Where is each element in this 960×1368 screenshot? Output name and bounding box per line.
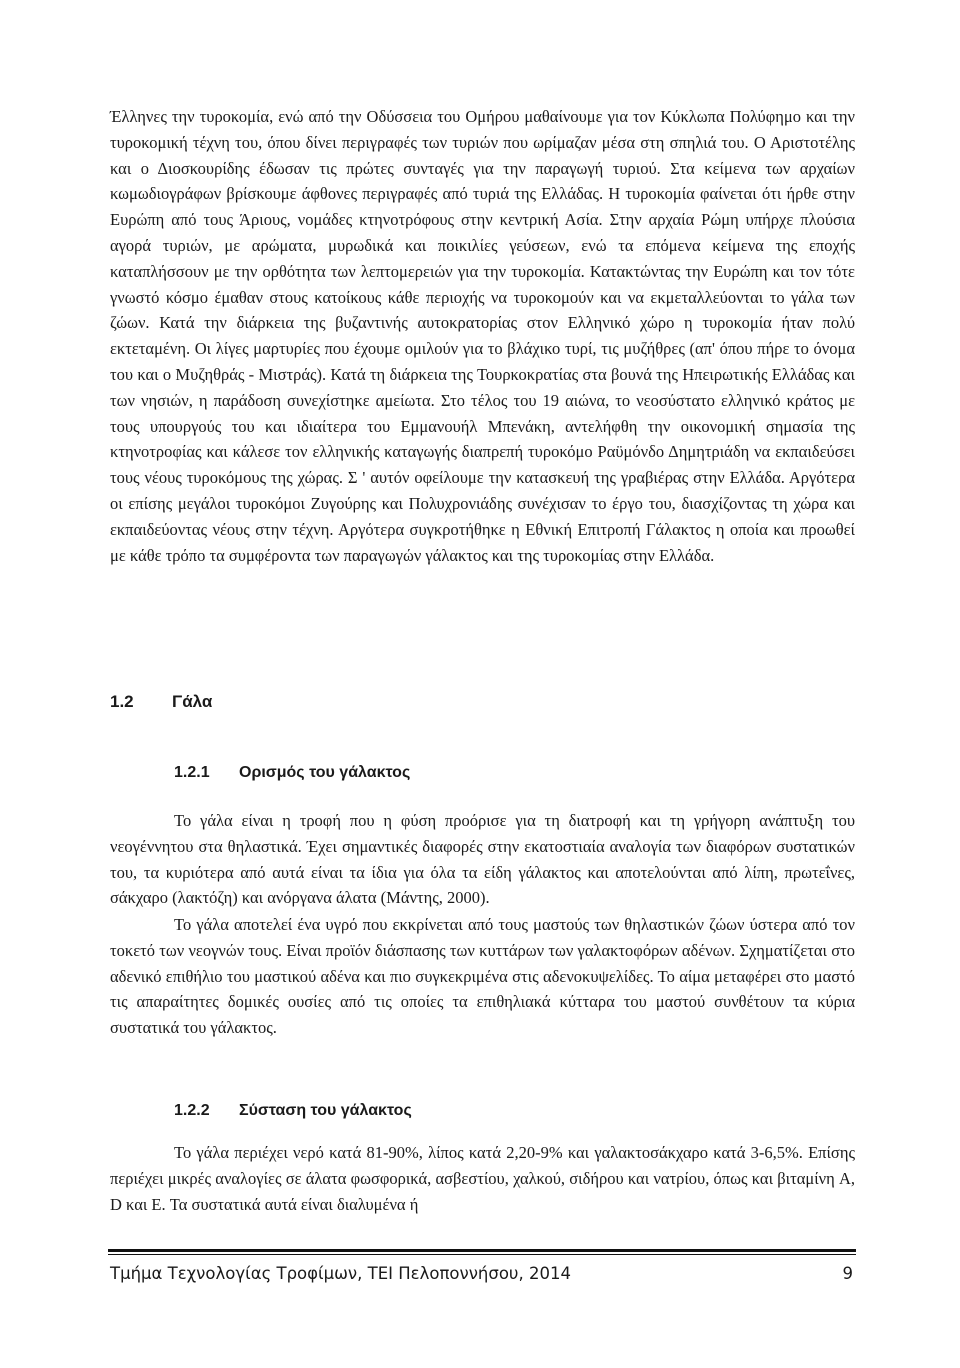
footer-text: Τμήμα Τεχνολογίας Τροφίμων, ΤΕΙ Πελοποννήσου, 2014	[110, 1264, 571, 1283]
footer-divider-thick	[108, 1249, 856, 1252]
subsection-heading-composition	[174, 1102, 412, 1120]
page-number: 9	[842, 1264, 853, 1283]
footer-divider-thin	[108, 1254, 856, 1255]
milk-definition-paragraph-2: Το γάλα αποτελεί ένα υγρό που εκκρίνεται από τους μαστούς των θηλαστικών ζώων ύστερα από τον τοκετό των νεογνών τους. Είναι προϊόν διάσπασης των κυττάρων των γαλακτοφόρων αδένων. Σχηματίζεται στο αδενικό επιθήλιο του μαστικού αδένα και πιο συγκεκριμένα στις αδενοκυψελίδες. Το αίμα μεταφέρει στο μαστό τις απαραίτητες δομικές ουσίες από τις οποίες τα επιθηλιακά κύτταρα του μαστού συνθέτουν τα κύρια συστατικά του γάλακτος.	[110, 915, 855, 1038]
section-heading	[110, 692, 212, 712]
page-footer	[110, 1264, 855, 1283]
milk-definition-paragraph-1: Το γάλα είναι η τροφή που η φύση προόρισε για τη διατροφή και τη γρήγορη ανάπτυξη του νεογέννητου στα θηλαστικά. Έχει σημαντικές διαφορές στην εκατοστιαία αναλογία των διαφόρων συστατικών του, τα κυριότερα από αυτά είναι τα ίδια για όλα τα είδη γάλακτος και αποτελούνται από λίπη, πρωτεΐνες, σάκχαρο (λακτόζη) και ανόργανα άλατα (Μάντης, 2000).	[110, 811, 855, 908]
subsection-title: Ορισμός του γάλακτος	[239, 764, 411, 781]
subsection-number: 1.2.2	[174, 1102, 210, 1119]
milk-composition-paragraph: Το γάλα περιέχει νερό κατά 81-90%, λίπος κατά 2,20-9% και γαλακτοσάκχαρο κατά 3-6,5%. Επίσης περιέχει μικρές αναλογίες σε άλατα φωσφορικά, ασβεστίου, χαλκού, σιδήρου και νατρίου, όπως και βιταμίνη A, D και E. Τα συστατικά αυτά είναι διαλυμένα ή	[110, 1143, 855, 1214]
subsection-heading-definition	[174, 764, 410, 782]
section-title: Γάλα	[172, 692, 213, 711]
section-number: 1.2	[110, 692, 134, 711]
subsection-title: Σύσταση του γάλακτος	[239, 1102, 412, 1119]
subsection-number: 1.2.1	[174, 764, 210, 781]
intro-paragraph: Έλληνες την τυροκομία, ενώ από την Οδύσσεια του Ομήρου μαθαίνουμε για τον Κύκλωπα Πολύφημο και την τυροκομική τέχνη του, όπου δίνει περιγραφές των τυριών που ωρίμαζαν μέσα στη σπηλιά του. Ο Αριστοτέλης και ο Διοσκουρίδης έδωσαν τις πρώτες συνταγές για την παραγωγή τυριού. Στα κείμενα των αρχαίων κωμωδιογράφων βρίσκουμε άφθονες περιγραφές από τυριά της Ελλάδας. Η τυροκομία φαίνεται ότι ήρθε στην Ευρώπη από τους Άριους, νομάδες κτηνοτρόφους στην κεντρική Ασία. Στην αρχαία Ρώμη υπήρχε πλούσια αγορά τυριών, με αρώματα, μυρωδικά και ποικιλίες γεύσεων, ενώ τα επόμενα κείμενα της εποχής καταπλήσσουν με την ορθότητα των λεπτομερειών για την τυροκομία. Κατακτώντας την Ευρώπη και τον τότε γνωστό κόσμο έμαθαν στους κατοίκους κάθε περιοχής να τυροκομούν και να εκμεταλλεύονται το γάλα των ζώων. Κατά την διάρκεια της βυζαντινής αυτοκρατορίας στον Ελληνικό χώρο η τυροκομία ήταν πολύ εκτεταμένη. Οι λίγες μαρτυρίες που έχουμε ομιλούν για το βλάχικο τυρί, τις μυζήθρες (απ' όπου πήρε το όνομα του και ο Μυζηθράς - Μιστράς). Κατά τη διάρκεια της Τουρκοκρατίας στα βουνά της Ηπειρωτικής Ελλάδας και των νησιών, η παράδοση συνεχίστηκε αμείωτα. Στο τέλος του 19 αιώνα, το νεοσύστατο ελληνικό κράτος με τους υπουργούς του και ιδιαίτερα του Εμμανουήλ Μπενάκη, αντελήφθη την οικονομική σημασία της κτηνοτροφίας και κάλεσε τον ελληνικής καταγωγής διαπρεπή τυροκόμο Ραϋμόνδο Δημητριάδη να εκπαιδεύσει τους νέους τυροκόμους της χώρας. Σ ' αυτόν οφείλουμε την κατασκευή της γραβιέρας στην Ελλάδα. Αργότερα οι επίσης μεγάλοι τυροκόμοι Ζυγούρης και Πολυχρονιάδης συνέχισαν το έργο του, διασχίζοντας τη χώρα και εκπαιδεύοντας νέους στην τέχνη. Αργότερα συγκροτήθηκε η Εθνική Επιτροπή Γάλακτος η οποία και προωθεί με κάθε τρόπο τα συμφέροντα των παραγωγών γάλακτος και της τυροκομίας στην Ελλάδα.	[110, 107, 855, 565]
